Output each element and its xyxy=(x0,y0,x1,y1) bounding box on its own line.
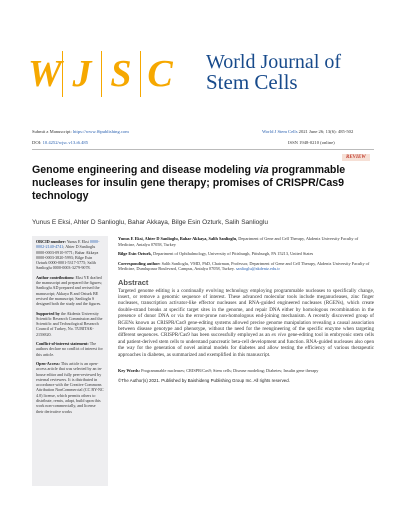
logo-divider xyxy=(62,51,63,97)
logo-divider xyxy=(140,51,141,97)
abstract-part2: gene-editing tool in embryonic stem cells and patient-derived stem cells to understand pancreatic beta-cell development and function. RNA-guided nucleases also open the way for the generation of novel animal models for diabetes and allow testing the efficiency of various therapeutic approaches in diabetes, as summarized and exemplified in this manuscript. xyxy=(118,332,374,358)
doi-link[interactable]: 10.4252/wjsc.v13.i6.485 xyxy=(42,140,89,145)
logo-letter-w: W xyxy=(28,53,62,95)
orcid-link[interactable]: 0000-0002-2140-4741 xyxy=(36,239,100,250)
submit-line xyxy=(32,129,129,134)
coi-block xyxy=(36,341,104,357)
corresponding-text: Salih Sanlioglu, VMD, PhD, Chairman, Professor, Department of Gene and Cell Therapy, Akdeniz University Faculty of Medicine, Dumlupınar Boulevard, Campus, Antalya 07058, Turkey. xyxy=(118,260,370,272)
logo-divider xyxy=(101,51,102,97)
affiliation-2-text: Department of Ophthalmology, University of Pittsburgh, Pittsburgh, PA 15213, United States xyxy=(152,251,314,257)
submit-link[interactable]: https://www.f6publishing.com xyxy=(72,129,129,134)
citation-rest: 2021 June 26; 13(6): 485-502 xyxy=(297,129,354,134)
submit-label: Submit a Manuscript: xyxy=(32,129,73,134)
abstract-part1: Targeted genome editing is a continually evolving technology employing programmable nucleases to specifically change, insert, or remove a genomic sequence of interest. These advanced molecular tools include meganucleases, zinc finger nucleases, transcription activator-like effector nucleases and RNA-guided engineered nucleases (RGENs), which create double-strand breaks at specific target sites in the genome, and repair DNA either by homologous recombination in the presence of donor DNA or via the error-prone non-homologous end-joining mechanism. A recently discovered group of RGENs known as CRISPR/Cas9 gene-editing systems allowed precise genome manipulation revealing a causal association between disease genotype and phenotype, without the need for the reengineering of the specific enzyme when targeting different sequences. CRISPR/Cas9 has been successfully employed as an xyxy=(118,287,374,339)
oa-label: Open-Access: xyxy=(36,360,60,366)
citation-line xyxy=(262,129,353,134)
keywords-text: Programmable nucleases; CRISPR/Cas9; Stem cells; Disease modeling; Diabetes; Insulin gene therapy xyxy=(140,368,319,374)
support-block xyxy=(36,311,104,337)
citation-link[interactable]: World J Stem Cells xyxy=(262,129,298,134)
doi-line xyxy=(32,140,88,145)
oa-text: This article is an open-access article that was selected by an in-house editor and fully peer-reviewed by external reviewers. It is distributed in accordance with the Creative Commons Attribution NonCommercial (CC BY-NC 4.0) license, which permits others to distribute, remix, adapt, build upon this work non-commercially, and license their derivative works xyxy=(36,360,104,414)
contrib-text: Eksi YE drafted the manuscript and prepared the figures; Sanlioglu AD prepared and revised the manuscript; Akkaya B and Ozturk BE revised the manuscript; Sanlioglu S designed both the study and the figures. xyxy=(36,274,103,307)
corresponding-email-link[interactable]: sanlioglu@akdeniz.edu.tr xyxy=(235,266,280,272)
article-type-badge: REVIEW xyxy=(342,154,370,161)
abstract-italic: ex vivo xyxy=(271,332,287,339)
contrib-block xyxy=(36,275,104,307)
article-title xyxy=(32,164,372,203)
support-label: Supported by xyxy=(36,310,60,316)
logo-letter-c: C xyxy=(147,53,173,95)
logo-letter-s: S xyxy=(110,53,132,95)
title-italic: via xyxy=(253,164,269,176)
article-info-sidebar xyxy=(32,236,108,486)
logo-letter-j: J xyxy=(72,53,92,95)
journal-logo xyxy=(28,46,175,102)
title-part1: Genome engineering and disease modeling xyxy=(32,164,254,176)
support-text: the Akdeniz University Scientific Research Commission and the Scientific and Technological Research Council of Turkey, No. TUBITAK-215S820. xyxy=(36,310,103,337)
main-column xyxy=(118,236,374,387)
keywords xyxy=(118,368,374,374)
abstract-heading: Abstract xyxy=(118,277,149,287)
doi-label: DOI: xyxy=(32,140,43,145)
abstract-body xyxy=(118,288,374,358)
copyright-notice: ©The Author(s) 2021. Published by Baishideng Publishing Group Inc. All rights reserved. xyxy=(118,377,290,383)
coi-label: Conflict-of-interest statement: xyxy=(36,341,89,347)
orcid-label: ORCID number: xyxy=(36,239,66,244)
coi-text: The authors declare no conflict of interest for this article. xyxy=(36,341,103,357)
oa-block xyxy=(36,361,104,414)
orcid-block xyxy=(36,239,104,271)
affiliation-2 xyxy=(118,251,374,257)
journal-name-line1: World Journal of xyxy=(206,51,342,73)
corresponding-author xyxy=(118,261,374,272)
orcid-text: Yunus E Eksi xyxy=(65,239,90,244)
affiliation-1-authors: Yunus E Eksi, Ahter D Sanlioglu, Bahar Akkaya, Salih Sanlioglu, xyxy=(118,236,238,241)
journal-name xyxy=(206,52,341,92)
header-divider xyxy=(32,149,374,150)
keywords-label: Key Words: xyxy=(118,368,141,374)
affiliation-1 xyxy=(118,236,374,247)
contrib-label: Author contributions: xyxy=(36,274,75,280)
affiliation-1-text: Department of Gene and Cell Therapy, Akdeniz University Faculty of Medicine, Antalya 07058, Turkey xyxy=(118,236,359,247)
issn-line: ISSN 1948-0210 (online) xyxy=(288,140,335,145)
journal-name-line2: Stem Cells xyxy=(206,70,298,94)
corresponding-label: Corresponding author: xyxy=(118,260,161,266)
title-part2: programmable nucleases for insulin gene therapy; promises of CRISPR/Cas9 technology xyxy=(32,164,346,202)
orcid-text2: ; Ahter D Sanlioglu 0000-0003-0910-9771; Bahar Akkaya 0000-0003-3820-5993; Bilge Esin Ozturk 0000-0001-5317-5775; Salih Sanlioglu 0000-0003-3279-9078. xyxy=(36,244,99,271)
affiliation-2-authors: Bilge Esin Ozturk, xyxy=(118,251,153,257)
author-list: Yunus E Eksi, Ahter D Sanlioglu, Bahar Akkaya, Bilge Esin Ozturk, Salih Sanlioglu xyxy=(32,219,268,226)
